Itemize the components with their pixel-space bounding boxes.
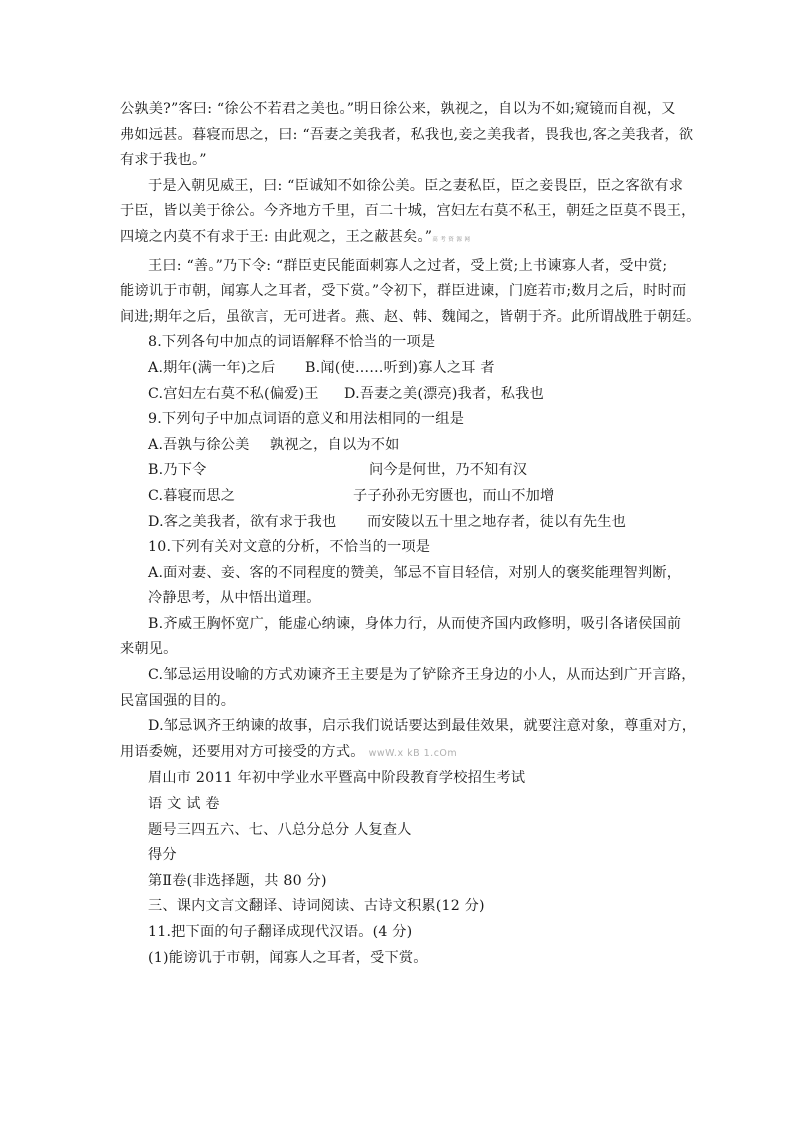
score-label: 得分 [148, 847, 177, 864]
score-table-header: 题号三四五六、七、八总分总分 人复查人 [148, 821, 412, 838]
question-9-option-b [120, 458, 680, 484]
question-9-option-c [120, 484, 680, 510]
exam-subject: 语 文 试 卷 [148, 796, 220, 813]
exam-title: 眉山市 2011 年初中学业水平暨高中阶段教育学校招生考试 [148, 770, 526, 787]
passage-line: 间进;期年之后，虽欲言，无可进者。燕、赵、韩、魏闻之，皆朝于齐。此所谓战胜于朝廷。 [120, 308, 701, 325]
option-9c-left: C.暮寝而思之 [148, 487, 236, 504]
option-10d-line1: D.邹忌讽齐王纳谏的故事，启示我们说话要达到最佳效果，就要注意对象，尊重对方， [148, 718, 697, 735]
document-body [120, 97, 701, 971]
passage-line: 于是入朝见威王，曰: “臣诚知不如徐公美。臣之妻私臣，臣之妾畏臣，臣之客欲有求 [148, 177, 684, 194]
option-10c-line1: C.邹忌运用设喻的方式劝谏齐王主要是为了铲除齐王身边的小人，从而达到广开言路， [148, 667, 696, 684]
section-3-heading: 三、课内文言文翻译、诗词阅读、古诗文积累(12 分) [148, 898, 485, 915]
option-10d-text: 用语委婉，还要用对方可接受的方式。 [120, 743, 365, 760]
option-9b-left: B.乃下令 [148, 462, 207, 479]
option-9a-right: 孰视之，自以为不如 [270, 436, 400, 453]
passage-line: 有求于我也。” [120, 152, 207, 169]
option-9b-right: 问今是何世，乃不知有汉 [369, 462, 528, 479]
question-9-option-a [120, 433, 680, 459]
question-9-stem: 9.下列句子中加点词语的意义和用法相同的一组是 [148, 411, 465, 428]
option-10d-line2 [120, 740, 680, 767]
option-8c: C.宫妇左右莫不私(偏爱)王 [148, 385, 319, 402]
question-11-stem: 11.把下面的句子翻译成现代汉语。(4 分) [148, 924, 413, 940]
question-10-stem: 10.下列有关对文意的分析，不恰当的一项是 [148, 539, 431, 556]
site-watermark: wwW.x kB 1.cOm [368, 747, 458, 759]
question-8-options-cd [120, 382, 680, 408]
question-8-options-ab [120, 356, 680, 382]
option-10a-line2: 冷静思考，从中悟出道理。 [148, 590, 321, 607]
option-10c-line2: 民富国强的目的。 [120, 692, 236, 709]
option-9c-right: 子子孙孙无穷匮也，而山不加增 [353, 487, 555, 504]
option-10b-line2: 来朝见。 [120, 641, 178, 658]
question-8-stem: 8.下列各句中加点的词语解释不恰当的一项是 [148, 334, 436, 351]
option-10a-line1: A.面对妻、妾、客的不同程度的赞美，邹忌不盲目轻信，对别人的褒奖能理智判断， [148, 564, 682, 581]
passage-line: 公孰美?”客曰: “徐公不若君之美也。”明日徐公来，孰视之，自以为不如;窥镜而自视，又 [120, 101, 676, 117]
option-10b-line1: B.齐威王胸怀宽广，能虚心纳谏，身体力行，从而使齐国内政修明，吸引各诸侯国前 [148, 615, 682, 632]
question-11-item-1: (1)能谤讥于市朝，闻寡人之耳者，受下赏。 [148, 949, 428, 966]
passage-line: 弗如远甚。暮寝而思之，曰: “吾妻之美我者，私我也,妾之美我者，畏我也,客之美我者，欲 [120, 126, 694, 143]
option-8d: D.吾妻之美(漂亮)我者，私我也 [344, 385, 544, 402]
option-8a: A.期年(满一年)之后 [148, 359, 276, 376]
option-8b: B.闻(使……听到)寡人之耳 者 [305, 359, 495, 376]
option-9d-left: D.客之美我者，欲有求于我也 [148, 513, 337, 530]
part-2-heading: 第Ⅱ卷(非选择题，共 80 分) [148, 872, 327, 889]
passage-line-with-watermark [120, 225, 680, 254]
passage-line: 王曰: “善。”乃下令: “群臣吏民能面刺寡人之过者，受上赏;上书谏寡人者，受中赏; [148, 257, 668, 274]
passage-line: 能谤讥于市朝，闻寡人之耳者，受下赏。”令初下，群臣进谏，门庭若市;数月之后，时时而 [120, 283, 687, 300]
tiny-watermark: 高 考 资 源 网 [432, 236, 471, 243]
question-9-option-d [120, 510, 680, 536]
passage-line: 于臣，皆以美于徐公。今齐地方千里，百二十城，宫妇左右莫不私王，朝廷之臣莫不畏王， [120, 203, 696, 220]
passage-text: 四境之内莫不有求于王: 由此观之，王之蔽甚矣。” [120, 228, 433, 245]
option-9d-right: 而安陵以五十里之地存者，徒以有先生也 [367, 513, 626, 530]
option-9a-left: A.吾孰与徐公美 [148, 436, 250, 453]
